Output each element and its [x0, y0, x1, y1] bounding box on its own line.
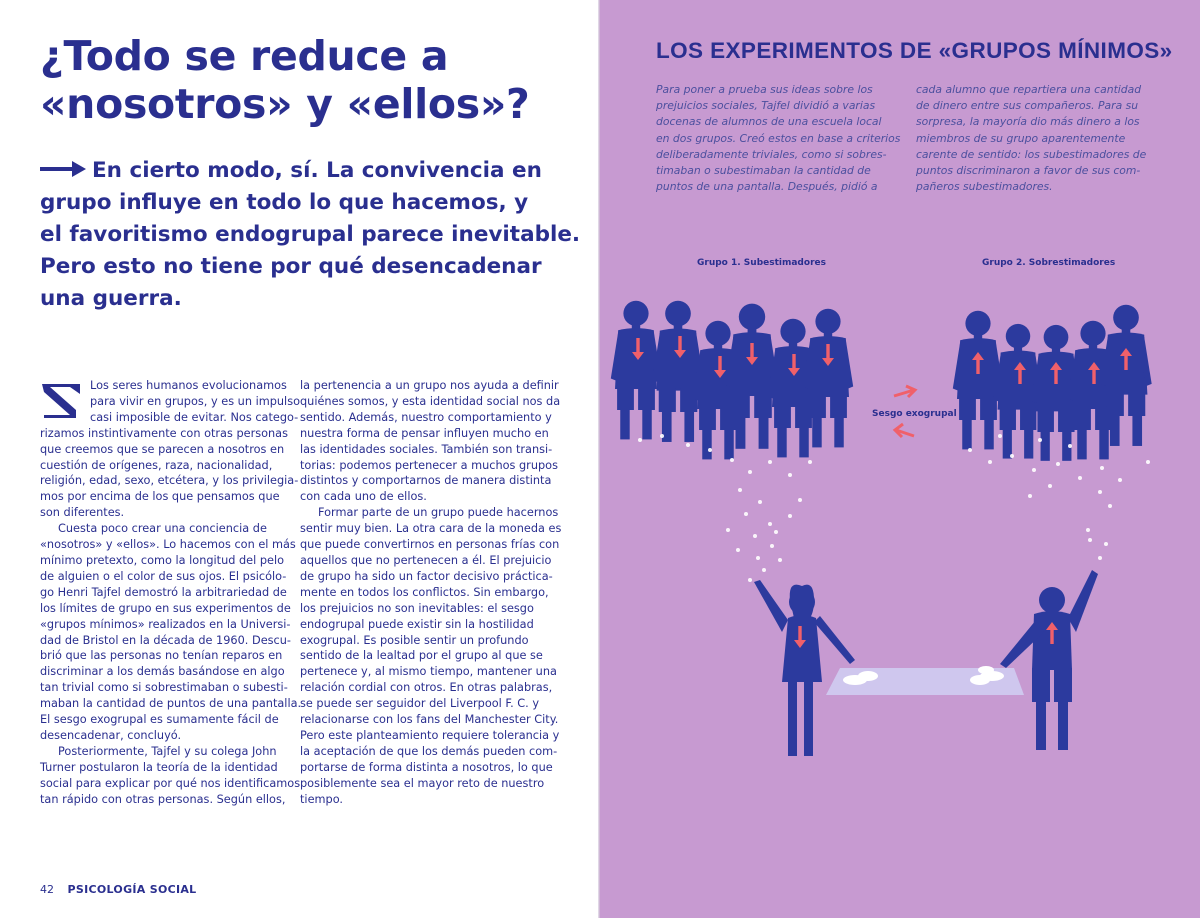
body-line: quiénes somos, y esta identidad social nos da [300, 394, 561, 408]
body-line: maban la cantidad de puntos de una pantalla. [40, 697, 302, 711]
group2-figures [953, 305, 1152, 461]
title-line: ¿Todo se reduce a [40, 32, 449, 80]
bias-label: Sesgo exogrupal [872, 409, 957, 419]
sidebar-line: prejuicios sociales, Tajfel dividió a varias [656, 99, 876, 113]
page-number: 42 [40, 883, 54, 896]
body-line: rizamos instintivamente con otras personas [40, 426, 288, 440]
sidebar-line: puntos discriminaron a favor de sus com- [916, 164, 1141, 178]
sidebar-line: sorpresa, la mayoría dio más dinero a los [916, 115, 1140, 129]
sidebar-line: puntos de una pantalla. Después, pidió a [656, 180, 878, 194]
body-line: Los seres humanos evolucionamos [90, 379, 287, 392]
sidebar-line: cada alumno que repartiera una cantidad [916, 83, 1142, 96]
body-line: la pertenencia a un grupo nos ayuda a definir [300, 379, 559, 392]
body-line: mos por encima de los que pensamos que [40, 490, 280, 504]
body-line: son diferentes. [40, 506, 125, 520]
lead-paragraph [40, 155, 580, 315]
body-line: de alguien o el color de sus ojos. El psicólo- [40, 569, 287, 583]
body-line: sentir muy bien. La otra cara de la moneda es [300, 522, 562, 536]
girl-figure [754, 580, 855, 756]
bias-arrows [894, 386, 915, 437]
body-line: sentido. Además, nuestro comportamiento y [300, 410, 552, 424]
body-line: discriminar a los demás basándose en algo [40, 665, 285, 679]
coin-stream [638, 434, 1150, 582]
page-footer [40, 883, 197, 896]
sidebar-line: Para poner a prueba sus ideas sobre los [656, 83, 873, 96]
sidebar-line: miembros de su grupo aparentemente [916, 131, 1126, 145]
group2-label: Grupo 2. Sobrestimadores [982, 258, 1116, 268]
sidebar-column-2 [916, 82, 1156, 195]
lead-line: grupo influye en todo lo que hacemos, y [40, 190, 529, 215]
body-line: Turner postularon la teoría de la identidad [40, 760, 278, 774]
right-page [600, 0, 1200, 918]
body-line: Formar parte de un grupo puede hacernos [318, 506, 559, 520]
body-line: con cada uno de ellos. [300, 490, 427, 504]
body-line: los prejuicios no son inevitables: el sesgo [300, 601, 534, 615]
body-line: nuestra forma de pensar influyen mucho en [300, 426, 549, 440]
sidebar-column-1 [656, 82, 901, 195]
body-line: se puede ser seguidor del Liverpool F. C. y [300, 697, 540, 711]
body-line: para vivir en grupos, y es un impulso [90, 394, 300, 408]
body-line: portarse de forma distinta a nosotros, lo que [300, 760, 553, 774]
sidebar-line: de dinero entre sus compañeros. Para su [916, 99, 1139, 113]
page-title [40, 32, 580, 128]
lead-line: En cierto modo, sí. La convivencia en [92, 158, 542, 183]
body-line: mínimo pretexto, como la longitud del pelo [40, 553, 285, 567]
sidebar-line: deliberadamente triviales, como si sobres- [656, 147, 887, 161]
body-line: social para explicar por qué nos identificamos [40, 776, 301, 790]
body-line: tan trivial como si sobrestimaban o subesti- [40, 681, 288, 695]
boy-figure [1000, 570, 1098, 750]
body-line: exogrupal. Es posible sentir un profundo [300, 633, 529, 647]
body-line: Pero este planteamiento requiere tolerancia y [300, 728, 560, 742]
body-line: relacionarse con los fans del Manchester City. [300, 713, 559, 727]
body-line: brió que las personas no tenían reparos en [40, 649, 283, 663]
body-line: aquellos que no pertenecen a él. El prejuicio [300, 553, 552, 567]
sidebar-line: docenas de alumnos de una escuela local [656, 115, 882, 129]
body-line: go Henri Tajfel demostró la arbitrariedad de [40, 585, 287, 599]
body-line: de grupo ha sido un factor decisivo práctica- [300, 569, 553, 583]
body-line: posiblemente sea el mayor reto de nuestro [300, 776, 545, 790]
sidebar-title: LOS EXPERIMENTOS DE «GRUPOS MÍNIMOS» [656, 38, 1173, 63]
body-line: Cuesta poco crear una conciencia de [58, 522, 267, 536]
group1-label: Grupo 1. Subestimadores [697, 258, 826, 268]
body-line: El sesgo exogrupal es sumamente fácil de [40, 713, 279, 727]
sidebar-line: timaban o subestimaban la cantidad de [656, 164, 871, 178]
body-line: las identidades sociales. También son transi- [300, 442, 553, 456]
lead-line: una guerra. [40, 286, 182, 311]
sidebar-line: en dos grupos. Creó estos en base a criterios [656, 131, 901, 145]
body-line: Posteriormente, Tajfel y su colega John [58, 744, 277, 758]
body-column-2 [300, 378, 562, 807]
body-column-1 [40, 378, 302, 807]
illustration-svg [600, 240, 1200, 780]
body-line: sentido de la lealtad por el grupo al que se [300, 649, 543, 663]
body-line: «nosotros» y «ellos». Lo hacemos con el más [40, 538, 296, 552]
dropcap-z-icon [40, 382, 82, 420]
body-line: dad de Bristol en la década de 1960. Descu- [40, 633, 291, 647]
body-line: cuestión de orígenes, raza, nacionalidad, [40, 458, 273, 472]
lead-line: Pero esto no tiene por qué desencadenar [40, 254, 542, 279]
body-line: los límites de grupo en sus experimentos de [40, 601, 291, 615]
body-line: desencadenar, concluyó. [40, 728, 182, 742]
experiment-illustration [600, 240, 1200, 780]
body-line: relación cordial con otros. En otras palabras, [300, 681, 553, 695]
section-name: PSICOLOGÍA SOCIAL [67, 883, 197, 896]
body-line: endogrupal puede existir sin la hostilidad [300, 617, 534, 631]
body-line: pertenece y, al mismo tiempo, mantener una [300, 665, 557, 679]
body-line: tan rápido con otras personas. Según ellos, [40, 792, 286, 806]
body-line: «grupos mínimos» realizados en la Universi- [40, 617, 291, 631]
right-arrow-icon [40, 160, 86, 178]
body-line: que creemos que se parecen a nosotros en [40, 442, 285, 456]
sidebar-line: pañeros subestimadores. [916, 180, 1053, 194]
body-line: que puede convertirnos en personas frías con [300, 538, 560, 552]
body-line: religión, edad, sexo, etcétera, y los privilegia- [40, 474, 299, 488]
body-line: casi imposible de evitar. Nos catego- [90, 410, 299, 424]
body-line: la aceptación de que los demás pueden com- [300, 744, 558, 758]
group1-figures [611, 301, 853, 460]
body-line: mente en todos los conflictos. Sin embargo, [300, 585, 549, 599]
lead-line: el favoritismo endogrupal parece inevitable. [40, 222, 581, 247]
body-line: distintos y comportarnos de manera distinta [300, 474, 552, 488]
sidebar-line: carente de sentido: los subestimadores de [916, 147, 1147, 161]
title-line: «nosotros» y «ellos»? [40, 80, 530, 128]
body-line: tiempo. [300, 792, 343, 806]
body-line: torias: podemos pertenecer a muchos grupos [300, 458, 558, 472]
